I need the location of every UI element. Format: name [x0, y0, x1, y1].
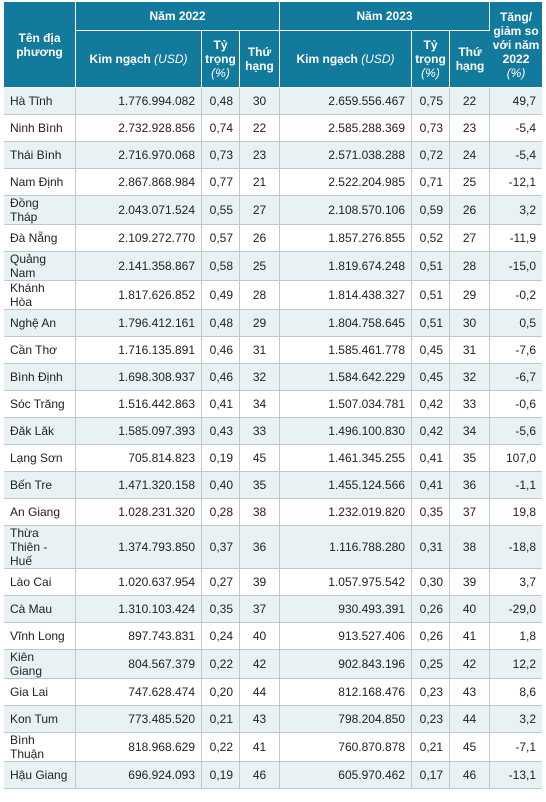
rank-2022-cell: 36	[240, 526, 280, 569]
table-row	[4, 142, 542, 169]
share-2023-cell: 0,59	[412, 196, 450, 225]
share-2022-cell: 0,58	[202, 252, 240, 281]
turnover-2023-cell: 1.057.975.542	[280, 569, 412, 596]
share-2022-cell: 0,46	[202, 337, 240, 364]
share-2023-cell: 0,75	[412, 88, 450, 115]
change-header-label: Tăng/ giảm so với năm 2022	[492, 9, 540, 66]
turnover-2022-cell: 2.043.071.524	[76, 196, 202, 225]
turnover-2022-cell: 2.141.358.867	[76, 252, 202, 281]
province-cell: Hà Tĩnh	[4, 88, 76, 115]
share-2022-label: Tỷ trọng	[205, 38, 236, 66]
turnover-2022-cell: 1.716.135.891	[76, 337, 202, 364]
province-cell: Nghệ An	[4, 310, 76, 337]
share-2023-cell: 0,41	[412, 445, 450, 472]
province-cell: Kon Tum	[4, 706, 76, 733]
rank-2022-cell: 44	[240, 679, 280, 706]
table-row	[4, 225, 542, 252]
rank-2023-cell: 34	[450, 418, 490, 445]
rank-2023-cell: 23	[450, 115, 490, 142]
share-2023-cell: 0,23	[412, 679, 450, 706]
share-2023-cell: 0,52	[412, 225, 450, 252]
turnover-2023-cell: 2.659.556.467	[280, 88, 412, 115]
rank-2023-header: Thứ hạng	[450, 31, 490, 88]
change-cell: -7,1	[490, 733, 542, 762]
share-2023-cell: 0,26	[412, 596, 450, 623]
turnover-2022-cell: 696.924.093	[76, 762, 202, 789]
province-cell: Đăk Lăk	[4, 418, 76, 445]
province-cell: Lào Cai	[4, 569, 76, 596]
rank-2022-cell: 27	[240, 196, 280, 225]
rank-2022-cell: 32	[240, 364, 280, 391]
share-2023-cell: 0,51	[412, 310, 450, 337]
turnover-2022-cell: 1.516.442.863	[76, 391, 202, 418]
table-body	[4, 88, 542, 789]
province-cell: Nam Định	[4, 169, 76, 196]
table-row	[4, 472, 542, 499]
table-row	[4, 115, 542, 142]
table-row	[4, 391, 542, 418]
rank-2022-cell: 31	[240, 337, 280, 364]
change-cell: -5,4	[490, 115, 542, 142]
turnover-2023-cell: 1.507.034.781	[280, 391, 412, 418]
turnover-2023-cell: 1.804.758.645	[280, 310, 412, 337]
rank-2023-cell: 45	[450, 733, 490, 762]
share-2023-cell: 0,31	[412, 526, 450, 569]
share-2022-cell: 0,57	[202, 225, 240, 252]
province-cell: Cần Thơ	[4, 337, 76, 364]
table-row	[4, 706, 542, 733]
change-header-unit: (%)	[506, 65, 526, 80]
table-row	[4, 596, 542, 623]
rank-2023-cell: 43	[450, 679, 490, 706]
turnover-2022-cell: 1.028.231.320	[76, 499, 202, 526]
change-cell: 12,2	[490, 650, 542, 679]
share-2022-cell: 0,48	[202, 310, 240, 337]
turnover-2022-cell: 1.776.994.082	[76, 88, 202, 115]
rank-2023-cell: 35	[450, 445, 490, 472]
table-row	[4, 196, 542, 225]
share-2022-cell: 0,48	[202, 88, 240, 115]
rank-2022-cell: 43	[240, 706, 280, 733]
share-2022-cell: 0,37	[202, 526, 240, 569]
share-2022-cell: 0,27	[202, 569, 240, 596]
rank-2023-cell: 30	[450, 310, 490, 337]
share-2023-cell: 0,73	[412, 115, 450, 142]
turnover-2023-cell: 1.819.674.248	[280, 252, 412, 281]
share-2023-cell: 0,42	[412, 391, 450, 418]
change-header	[490, 2, 542, 88]
rank-2022-cell: 41	[240, 733, 280, 762]
rank-2022-cell: 33	[240, 418, 280, 445]
share-2022-cell: 0,24	[202, 623, 240, 650]
table-row	[4, 445, 542, 472]
table-row	[4, 623, 542, 650]
rank-2023-cell: 33	[450, 391, 490, 418]
col-province-header: Tên địa phương	[4, 2, 76, 88]
share-2023-cell: 0,23	[412, 706, 450, 733]
table-row	[4, 252, 542, 281]
share-2022-cell: 0,49	[202, 281, 240, 310]
turnover-2022-cell: 2.867.868.984	[76, 169, 202, 196]
province-cell: Hậu Giang	[4, 762, 76, 789]
table-row	[4, 650, 542, 679]
share-2023-cell: 0,35	[412, 499, 450, 526]
turnover-2022-cell: 1.585.097.393	[76, 418, 202, 445]
share-2023-cell: 0,72	[412, 142, 450, 169]
province-cell: Bình Định	[4, 364, 76, 391]
province-cell: Đà Nẵng	[4, 225, 76, 252]
turnover-2023-cell: 1.496.100.830	[280, 418, 412, 445]
rank-2023-cell: 42	[450, 650, 490, 679]
turnover-2023-cell: 1.116.788.280	[280, 526, 412, 569]
rank-2022-cell: 23	[240, 142, 280, 169]
trade-table	[4, 2, 542, 789]
share-2022-cell: 0,41	[202, 391, 240, 418]
table-row	[4, 526, 542, 569]
rank-2023-cell: 36	[450, 472, 490, 499]
rank-2023-cell: 44	[450, 706, 490, 733]
share-2022-cell: 0,28	[202, 499, 240, 526]
province-cell: Vĩnh Long	[4, 623, 76, 650]
rank-2023-cell: 29	[450, 281, 490, 310]
change-cell: -15,0	[490, 252, 542, 281]
share-2022-cell: 0,20	[202, 679, 240, 706]
turnover-2022-unit: (USD)	[154, 52, 188, 66]
rank-2022-cell: 46	[240, 762, 280, 789]
share-2023-cell: 0,17	[412, 762, 450, 789]
province-cell: Gia Lai	[4, 679, 76, 706]
change-cell: -29,0	[490, 596, 542, 623]
turnover-2023-cell: 2.522.204.985	[280, 169, 412, 196]
rank-2022-cell: 34	[240, 391, 280, 418]
share-2022-cell: 0,77	[202, 169, 240, 196]
table-row	[4, 281, 542, 310]
turnover-2023-cell: 798.204.850	[280, 706, 412, 733]
turnover-2023-header	[280, 31, 412, 88]
rank-2023-cell: 40	[450, 596, 490, 623]
rank-2022-cell: 42	[240, 650, 280, 679]
rank-2022-header: Thứ hạng	[240, 31, 280, 88]
turnover-2023-cell: 1.814.438.327	[280, 281, 412, 310]
table-row	[4, 169, 542, 196]
share-2023-unit: (%)	[421, 66, 440, 80]
change-cell: -7,6	[490, 337, 542, 364]
turnover-2022-cell: 818.968.629	[76, 733, 202, 762]
change-cell: 0,5	[490, 310, 542, 337]
province-cell: Thái Bình	[4, 142, 76, 169]
province-cell: Bến Tre	[4, 472, 76, 499]
turnover-2023-cell: 1.584.642.229	[280, 364, 412, 391]
share-2022-cell: 0,55	[202, 196, 240, 225]
share-2023-cell: 0,45	[412, 337, 450, 364]
province-cell: Sóc Trăng	[4, 391, 76, 418]
year-2022-header: Năm 2022	[76, 2, 280, 31]
turnover-2023-cell: 2.585.288.369	[280, 115, 412, 142]
share-2022-cell: 0,40	[202, 472, 240, 499]
rank-2023-cell: 38	[450, 526, 490, 569]
province-cell: Khánh Hòa	[4, 281, 76, 310]
table-row	[4, 364, 542, 391]
rank-2022-cell: 29	[240, 310, 280, 337]
share-2023-cell: 0,71	[412, 169, 450, 196]
share-2023-cell: 0,26	[412, 623, 450, 650]
change-cell: -1,1	[490, 472, 542, 499]
rank-2022-cell: 40	[240, 623, 280, 650]
turnover-2022-cell: 705.814.823	[76, 445, 202, 472]
turnover-2022-cell: 1.471.320.158	[76, 472, 202, 499]
rank-2023-cell: 39	[450, 569, 490, 596]
table-row	[4, 310, 542, 337]
change-cell: -0,6	[490, 391, 542, 418]
rank-2023-cell: 46	[450, 762, 490, 789]
share-2023-cell: 0,30	[412, 569, 450, 596]
share-2022-cell: 0,46	[202, 364, 240, 391]
share-2023-cell: 0,51	[412, 281, 450, 310]
turnover-2023-cell: 1.857.276.855	[280, 225, 412, 252]
change-cell: 3,7	[490, 569, 542, 596]
turnover-2022-cell: 1.020.637.954	[76, 569, 202, 596]
change-cell: 3,2	[490, 706, 542, 733]
share-2023-header	[412, 31, 450, 88]
turnover-2023-cell: 2.571.038.288	[280, 142, 412, 169]
turnover-2022-cell: 747.628.474	[76, 679, 202, 706]
province-cell: Kiên Giang	[4, 650, 76, 679]
turnover-2023-label: Kim ngạch	[296, 52, 358, 66]
share-2022-cell: 0,74	[202, 115, 240, 142]
turnover-2022-cell: 804.567.379	[76, 650, 202, 679]
change-cell: 1,8	[490, 623, 542, 650]
province-cell: Thừa Thiên - Huế	[4, 526, 76, 569]
share-2022-unit: (%)	[211, 66, 230, 80]
table-header	[4, 2, 542, 88]
table-row	[4, 569, 542, 596]
change-cell: 19,8	[490, 499, 542, 526]
share-2023-cell: 0,41	[412, 472, 450, 499]
turnover-2022-cell: 2.109.272.770	[76, 225, 202, 252]
rank-2022-cell: 22	[240, 115, 280, 142]
share-2022-cell: 0,22	[202, 733, 240, 762]
share-2022-cell: 0,19	[202, 445, 240, 472]
turnover-2022-header	[76, 31, 202, 88]
share-2022-cell: 0,19	[202, 762, 240, 789]
rank-2022-cell: 38	[240, 499, 280, 526]
rank-2022-cell: 26	[240, 225, 280, 252]
share-2023-cell: 0,25	[412, 650, 450, 679]
rank-2022-cell: 39	[240, 569, 280, 596]
province-cell: Quảng Nam	[4, 252, 76, 281]
rank-2022-cell: 25	[240, 252, 280, 281]
change-cell: 49,7	[490, 88, 542, 115]
table-row	[4, 679, 542, 706]
change-cell: 8,6	[490, 679, 542, 706]
turnover-2023-unit: (USD)	[361, 52, 395, 66]
turnover-2022-cell: 1.796.412.161	[76, 310, 202, 337]
province-cell: Cà Mau	[4, 596, 76, 623]
table-row	[4, 88, 542, 115]
turnover-2023-cell: 1.232.019.820	[280, 499, 412, 526]
share-2022-cell: 0,43	[202, 418, 240, 445]
turnover-2022-label: Kim ngạch	[89, 52, 151, 66]
turnover-2022-cell: 1.817.626.852	[76, 281, 202, 310]
change-cell: -5,4	[490, 142, 542, 169]
share-2023-label: Tỷ trọng	[415, 38, 446, 66]
turnover-2022-cell: 1.698.308.937	[76, 364, 202, 391]
province-cell: Lạng Sơn	[4, 445, 76, 472]
turnover-2022-cell: 1.374.793.850	[76, 526, 202, 569]
rank-2023-cell: 27	[450, 225, 490, 252]
rank-2022-cell: 30	[240, 88, 280, 115]
rank-2023-cell: 31	[450, 337, 490, 364]
year-2023-header: Năm 2023	[280, 2, 490, 31]
share-2023-cell: 0,42	[412, 418, 450, 445]
share-2022-cell: 0,73	[202, 142, 240, 169]
change-cell: -13,1	[490, 762, 542, 789]
change-cell: -18,8	[490, 526, 542, 569]
change-cell: 107,0	[490, 445, 542, 472]
share-2022-cell: 0,35	[202, 596, 240, 623]
change-cell: -11,9	[490, 225, 542, 252]
rank-2022-cell: 45	[240, 445, 280, 472]
rank-2022-cell: 21	[240, 169, 280, 196]
rank-2022-cell: 28	[240, 281, 280, 310]
turnover-2023-cell: 2.108.570.106	[280, 196, 412, 225]
rank-2023-cell: 28	[450, 252, 490, 281]
turnover-2023-cell: 1.585.461.778	[280, 337, 412, 364]
rank-2023-cell: 37	[450, 499, 490, 526]
change-cell: -5,6	[490, 418, 542, 445]
turnover-2023-cell: 913.527.406	[280, 623, 412, 650]
share-2022-cell: 0,22	[202, 650, 240, 679]
table-row	[4, 499, 542, 526]
share-2022-cell: 0,21	[202, 706, 240, 733]
province-cell: An Giang	[4, 499, 76, 526]
turnover-2022-cell: 2.716.970.068	[76, 142, 202, 169]
turnover-2023-cell: 812.168.476	[280, 679, 412, 706]
rank-2023-cell: 41	[450, 623, 490, 650]
share-2022-header	[202, 31, 240, 88]
rank-2023-cell: 22	[450, 88, 490, 115]
turnover-2022-cell: 1.310.103.424	[76, 596, 202, 623]
province-cell: Bình Thuận	[4, 733, 76, 762]
rank-2022-cell: 37	[240, 596, 280, 623]
turnover-2022-cell: 897.743.831	[76, 623, 202, 650]
turnover-2023-cell: 1.455.124.566	[280, 472, 412, 499]
turnover-2023-cell: 930.493.391	[280, 596, 412, 623]
province-cell: Đồng Tháp	[4, 196, 76, 225]
turnover-2023-cell: 902.843.196	[280, 650, 412, 679]
turnover-2022-cell: 773.485.520	[76, 706, 202, 733]
turnover-2022-cell: 2.732.928.856	[76, 115, 202, 142]
rank-2023-cell: 32	[450, 364, 490, 391]
rank-2023-cell: 26	[450, 196, 490, 225]
share-2023-cell: 0,45	[412, 364, 450, 391]
table-row	[4, 733, 542, 762]
table-row	[4, 337, 542, 364]
rank-2023-cell: 25	[450, 169, 490, 196]
change-cell: -0,2	[490, 281, 542, 310]
share-2023-cell: 0,21	[412, 733, 450, 762]
turnover-2023-cell: 605.970.462	[280, 762, 412, 789]
table-row	[4, 418, 542, 445]
turnover-2023-cell: 760.870.878	[280, 733, 412, 762]
rank-2023-cell: 24	[450, 142, 490, 169]
share-2023-cell: 0,51	[412, 252, 450, 281]
change-cell: -6,7	[490, 364, 542, 391]
rank-2022-cell: 35	[240, 472, 280, 499]
turnover-2023-cell: 1.461.345.255	[280, 445, 412, 472]
change-cell: -12,1	[490, 169, 542, 196]
change-cell: 3,2	[490, 196, 542, 225]
table-row	[4, 762, 542, 789]
province-cell: Ninh Bình	[4, 115, 76, 142]
